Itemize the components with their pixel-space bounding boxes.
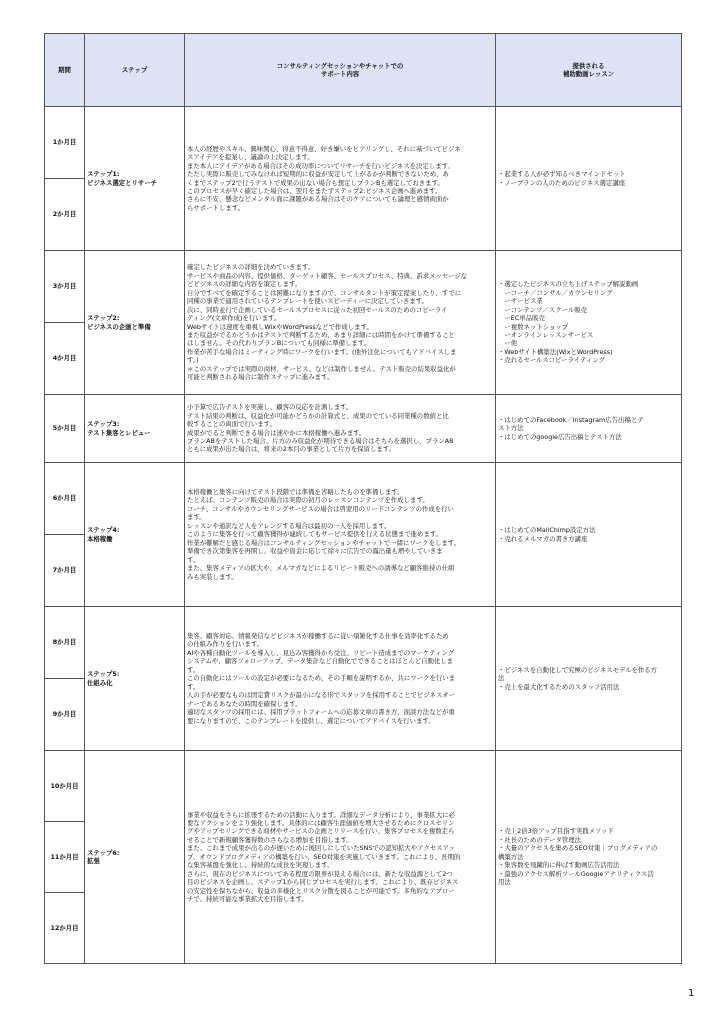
support-text-line: らサポートします。 (187, 203, 245, 212)
lesson-item: ーサービス業 (498, 297, 543, 306)
step-cell (85, 251, 185, 395)
support-text-line: 小予算で広告テストを実施し、顧客の反応を計測します。 (187, 403, 353, 412)
support-text-line: Webサイトは速度を重視しWixやWordPressなどで作成します。 (187, 322, 373, 331)
lesson-item: ・最強のアクセス解析ツールGoogleアナリティクス活 (498, 869, 654, 878)
lesson-item: ・売れるメルマガの書き方講座 (498, 534, 588, 543)
support-text-line: の安定性を保ちながら、収益の多様化とリスク分散を図ることが可能です。多角的なアプロー (187, 886, 455, 895)
header-support (185, 34, 496, 107)
step-name-line: 仕組み化 (87, 678, 113, 687)
support-text-line: システムや、顧客フォローアップ、データ集計など自動化でできることはほとんど自動化しま (187, 657, 454, 666)
support-text-line: ます。 (187, 513, 206, 522)
support-text-line: ナーであるあなたの時間を確保します。 (187, 699, 302, 708)
support-text-line: 適切なスタッフの採用には、採用プラットフォームへの応募文章の書き方、面談方法などが重 (187, 708, 455, 717)
support-text-line: 次に、同時並行で企画しているセールスプロセスに従った初回セールスのためのコピーライ (187, 305, 448, 314)
lesson-item: 法 (498, 674, 505, 683)
support-text-line: プランABをテストした場合、片方のみ収益化が期待できる場合はそちらを選択し、プランAB (187, 436, 454, 445)
support-content-cell (185, 607, 496, 751)
support-text-line: プ、オウンドブログメディアの構築を行い、SEO対策を実施していきます。これにより、長期的 (187, 852, 461, 861)
support-text-line: 同種の事業で適用されているテンプレートを使いスピーディーに決定していきます。 (187, 297, 428, 306)
lesson-item: ーオンラインレッスンサービス (498, 330, 594, 339)
month-cell: 7か月目 (45, 535, 85, 607)
month-cell: 8か月目 (45, 607, 85, 679)
support-text-line: 事業や収益をさらに拡張するための活動に入ります。詳細なデータ分析により、事業拡大に必 (187, 810, 455, 819)
support-text-line: はしません。その代わりプランBについても同様に準備します。 (187, 339, 371, 348)
header-row (45, 34, 682, 107)
support-text-line: 作業が苦手な場合はミーティング時にワークを行います。(他外注化についてもアドバイスしま (187, 347, 457, 356)
support-text-line: また本人にアイデアがある場合はその成功率についてリサーチを行いビジネスを決定します。 (187, 161, 454, 170)
lesson-item: ー他 (498, 339, 518, 348)
lesson-item: ・社長のためのデータ管理法 (498, 835, 582, 844)
step-name-line: ステップ1: (87, 170, 120, 179)
support-content-cell (185, 751, 496, 964)
month-cell: 11か月目 (45, 822, 85, 893)
step-name-line: ステップ6: (87, 848, 120, 857)
month-cell: 12か月目 (45, 893, 85, 964)
step-name-line: テスト集客とレビュー (87, 428, 151, 437)
table-row (45, 463, 682, 535)
step-name-line: ステップ3: (87, 420, 120, 429)
lesson-item: ・はじめてのgoogle広告出稿とテスト方法 (498, 432, 622, 441)
lesson-item: ・売れるセールスコピーライティング (498, 356, 605, 365)
support-text-line: くまでステップ2で行うテストで成果の出ない場合も想定しプランBも選定しておきます。 (187, 178, 444, 187)
support-text-line: さらに不安、懸念などメンタル面に課題がある場合はそのケアについても論理と感情両面か (187, 195, 449, 204)
support-text-line: さらに、現在のビジネスについてある程度の限界が見える場合には、新たな収益源として2つ (187, 869, 453, 878)
step-cell (85, 107, 185, 251)
step-name-line: ビジネス選定とリサーチ (87, 178, 157, 187)
support-content-cell (185, 107, 496, 251)
step-name-line: ステップ2: (87, 314, 120, 323)
header-support-line: サポート内容 (320, 70, 360, 78)
month-cell: 5か月目 (45, 395, 85, 463)
lesson-item: 構築方法 (498, 852, 524, 861)
support-text-line: 作業が難解だと感じる場合はコンサルティングセッションやチャットで一緒にワークをします。 (187, 538, 461, 547)
header-lessons-line: 補助動画レッスン (562, 70, 615, 78)
support-text-line: の仕組み作りを行います。 (187, 640, 264, 649)
lesson-item: ・はじめてのMailChimp設定方法 (498, 526, 596, 535)
table-row (45, 751, 682, 822)
support-text-line: 要なアクションをより強化します。具体的には顧客生涯価値を増大させるためにクロスセリン (187, 818, 455, 827)
step-name-line: ビジネスの企画と準備 (87, 322, 151, 331)
lesson-item: 用法 (498, 878, 511, 887)
support-text-line: AIや各種自動化ツールを導入し、見込み客獲得から受注、リピート造成までのマーケティング (187, 648, 455, 657)
lessons-cell (496, 751, 682, 964)
table-row (45, 395, 682, 463)
month-cell: 1か月目 (45, 107, 85, 179)
support-text-line: ＊このステップでは実際の商材、サービス、などは制作しません。テスト販売の結果収益化が (187, 364, 456, 373)
lesson-item: ・選定したビジネスの立ち上げステップ解説動画 (498, 280, 639, 289)
support-text-line: す。 (187, 555, 200, 564)
lesson-item: ーEC単品販売 (498, 314, 545, 323)
step-cell (85, 751, 185, 964)
support-text-line: たとえば、コンテンツ販売の場合は実際の初月のレッスンコンテンツを作成します。 (187, 496, 429, 505)
lesson-item: ・Webサイト構築法(WixとWordPress) (498, 347, 613, 356)
support-text-line: グやアップセリングできる商材やサービスの企画とリリースを行い、集客プロセスを複数走ら (187, 827, 455, 836)
support-content-cell (185, 395, 496, 463)
lesson-item: ・起業する人が必ず知るべきマインドセット (498, 170, 626, 179)
step-cell (85, 395, 185, 463)
month-cell: 2か月目 (45, 179, 85, 251)
support-text-line: この自動化にはツールの設定が必要になるため、その手順を説明するか、共にワークを行いま (187, 674, 456, 683)
support-text-line: 本人の経歴やスキル、興味関心、得意不得意、好き嫌いをヒアリングし、それに基づいてビジネ (187, 144, 461, 153)
month-cell: 9か月目 (45, 679, 85, 751)
lesson-item: ・売上を最大化するためのスタッフ活用法 (498, 682, 620, 691)
support-text-line: 本格稼働と集客に向けてテスト段階では準備を省略したものを準備します。 (187, 488, 404, 496)
lesson-item: ーコーチ／コンサル／カウンセリング (498, 288, 613, 297)
month-cell: 6か月目 (45, 463, 85, 535)
step-cell (85, 463, 185, 607)
lesson-item: ・集客数を飛躍的に伸ばす動画広告活用法 (498, 861, 620, 870)
step-name-line: 本格稼働 (87, 534, 113, 543)
page-number: 1 (688, 988, 695, 999)
support-text-line: 要になりますので、このテンプレートを提供し、選定についてアドバイスを行います。 (187, 716, 435, 725)
step-cell (85, 607, 185, 751)
table-row (45, 607, 682, 679)
support-text-line: このように集客を行って顧客獲得が連続してもサービス提供を行える状態まで進めます。 (187, 530, 443, 539)
support-text-line: みも実装します。 (187, 572, 238, 581)
lessons-cell (496, 607, 682, 751)
support-text-line: どビジネスの詳細な内容を策定します。 (187, 280, 302, 289)
support-content-cell (185, 463, 496, 607)
lesson-item: ーコンテンツ／スクール販売 (498, 305, 588, 314)
header-lessons-line: 提供される (572, 61, 605, 70)
header-support-line: コンサルティングセッションやチャットでの (276, 61, 404, 70)
lesson-item: ・ビジネスを自動化して究極のビジネスモデルを作る方 (498, 665, 658, 674)
support-text-line: 可能と判断される場合に制作ステップに進みます。 (187, 373, 334, 382)
support-text-line: また、これまで成果が出るのが遅いために後回しにしていたSNSでの認知拡大やアクセスアッ (187, 844, 455, 853)
month-cell: 10か月目 (45, 751, 85, 822)
support-text-line: 成果がでると判断できる場合は速やかに本格稼働へ進みます。 (187, 428, 366, 437)
lesson-item: ・はじめてのFacebook／Instagram広告出稿とテ (498, 415, 644, 424)
lesson-item: ー複数ネットショップ (498, 322, 569, 331)
support-text-line: レッスンや通訳など人をアレンジする場合は最初の一人を採用します。 (187, 521, 391, 530)
lessons-cell (496, 395, 682, 463)
header-period: 期間 (45, 34, 85, 107)
support-text-line: す。 (187, 665, 200, 674)
month-cell: 3か月目 (45, 251, 85, 323)
support-text-line: 集客、顧客対応、情報発信などビジネスが稼働するに従い煩雑化する仕事を効率化するため (187, 632, 449, 640)
step-name-line: 拡張 (87, 857, 100, 865)
step-name-line: ステップ4: (87, 526, 120, 535)
table-row (45, 251, 682, 323)
lessons-cell (496, 251, 682, 395)
lesson-item: ・売上2倍3倍アップ目指す実践メソッド (498, 827, 614, 836)
support-text-line: 準備でき次第集客を再開し、収益や資金に応じて徐々に広告での露出量も増やしていきま (187, 547, 443, 556)
support-text-line: 自分ですべてを確定することは困難になりますので、コンサルタントが策定提案したり、すでに (187, 288, 462, 297)
lesson-item: スト方法 (498, 424, 524, 433)
lesson-item: ・ノーブランの人のためのビジネス選定講座 (498, 178, 626, 187)
header-step: ステップ (85, 34, 185, 107)
support-text-line: また、集客メディアの拡大や、メルマガなどによるリピート販売への誘導など顧客維持の仕組 (187, 564, 455, 573)
support-text-line: 目のビジネスを企画し、ステップ1から同じプロセスを実行します。これにより、既存ビジネス (187, 878, 459, 887)
lessons-cell (496, 463, 682, 607)
support-text-line: せることで新規顧客獲得数のさらなる増加を目指します。 (187, 835, 353, 844)
program-table (44, 33, 682, 964)
table-row (45, 107, 682, 179)
support-content-cell (185, 251, 496, 395)
support-text-line: このプロセスが早く確定した場合は、翌月をまたずステップ2:ビジネス企画へ進めます。 (187, 186, 442, 195)
support-text-line: ティング(文章作成)を行います。 (187, 314, 281, 323)
support-text-line: スアイデアを提案し、議論の上決定します。 (187, 153, 314, 162)
month-cell: 4か月目 (45, 323, 85, 395)
support-text-line: 較することの両面で行います。 (187, 420, 276, 429)
support-text-line: す。 (187, 682, 200, 691)
support-text-line: 人の手が必要なものは固定費リスクが最小になる形でスタッフを採用することでビジネスオー (187, 691, 456, 700)
support-text-line: コーチ、コンサルやカウンセリングサービスの場合は啓蒙用のリードコンテンツの作成を行い (187, 504, 454, 513)
support-text-line: テスト結果の判断は、収益化が可能かどうかの計算式と、成果のでている同業種の数値と比 (187, 411, 449, 420)
support-text-line: チで、持続可能な事業拡大を目指します。 (187, 895, 308, 904)
support-text-line: な集客基盤を強化し、持続的な成長を実現します。 (187, 861, 334, 870)
support-text-line: 確定したビジネスの詳細を決めていきます。 (187, 263, 315, 272)
support-text-line: す。) (187, 356, 199, 365)
lesson-item: ・大量のアクセスを集めるSEO対策｜ブログメディアの (498, 844, 658, 853)
header-lessons (496, 34, 682, 107)
support-text-line: ともに成果が出た場合は、将来の2本目の事業として片方を保留します。 (187, 445, 396, 454)
step-name-line: ステップ5: (87, 670, 120, 679)
support-text-line: また収益がでるかどうかはテストで判断するため、あまり詳細には時間をかけて準備すること (187, 330, 455, 339)
support-text-line: サービスや商品の内容、提供価格、ターゲット顧客、セールスプロセス、特典、訴求メッセージな (187, 271, 468, 280)
lessons-cell (496, 107, 682, 251)
support-text-line: ただし実際に販売してみなければ短期的に収益が安定して上がるかが判断できないため、あ (187, 170, 449, 179)
